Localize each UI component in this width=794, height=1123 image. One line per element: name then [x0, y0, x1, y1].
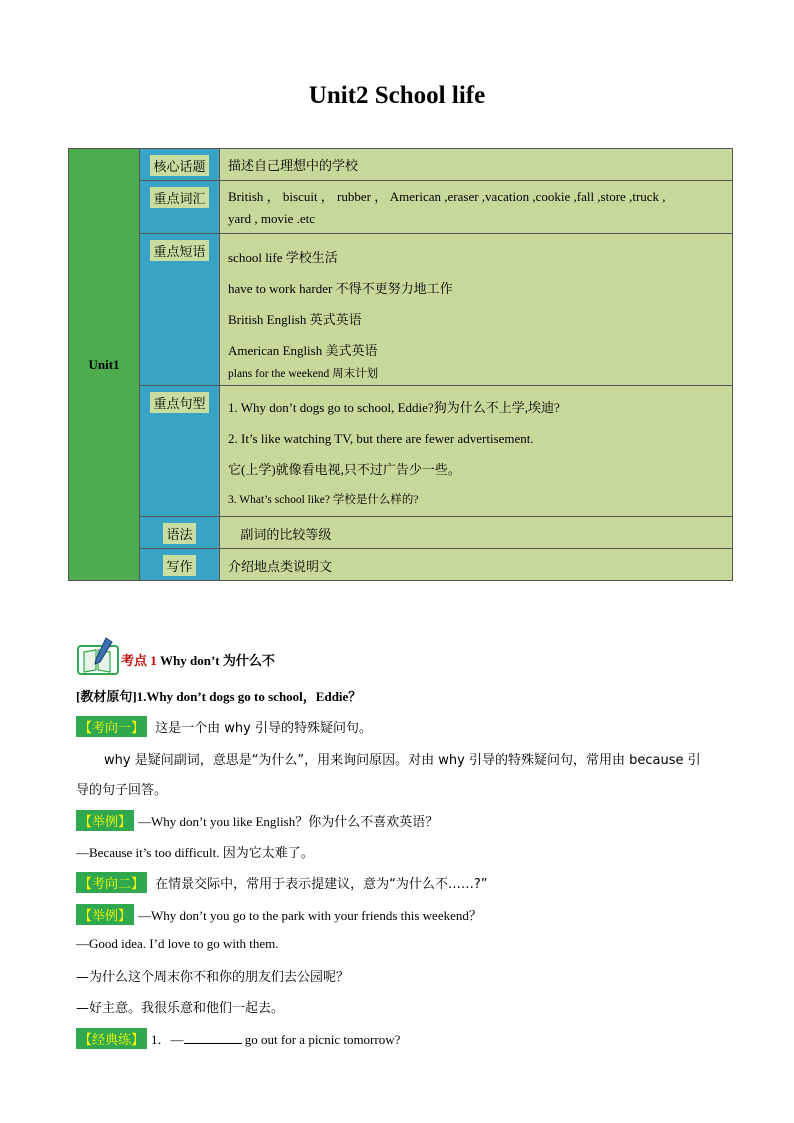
- row-content-topic: 描述自己理想中的学校: [220, 149, 733, 181]
- textbook-sentence: [教材原句]1.Why don’t dogs go to school，Eddie？: [76, 689, 362, 704]
- row-content-sentences: 1. Why don’t dogs go to school, Eddie?狗为什么不上学,埃迪? 2. It’s like watching TV, but there are fewer advertisement. 它(上学)就像看电视,只不过广告少一些。 3. What’s school like? 学校是什么样的?: [220, 386, 733, 517]
- row-content-vocab: British ， biscuit ， rubber ， American ,eraser ,vacation ,cookie ,fall ,store ,truck , yard , movie .etc: [220, 181, 733, 234]
- row-label-sentences: 重点句型: [140, 386, 220, 517]
- row-label-topic: 核心话题: [140, 149, 220, 181]
- example-one-answer: —Because it’s too difficult. 因为它太难了。: [76, 845, 314, 860]
- explanation-line-2: 导的句子回答。: [76, 783, 168, 798]
- direction-one: 【考向一】 这是一个由 why 引导的特殊疑问句。: [76, 716, 372, 737]
- summary-table: [68, 148, 733, 581]
- row-content-phrases: school life 学校生活 have to work harder 不得不更努力地工作 British English 英式英语 American English 美式英语 plans for the weekend 周末计划: [220, 234, 733, 386]
- row-label-writing: 写作: [140, 549, 220, 581]
- example-two-answer: —Good idea. I’d love to go with them.: [76, 936, 279, 951]
- unit-cell: Unit1: [69, 149, 140, 581]
- book-pencil-icon: [76, 636, 120, 676]
- section-heading: 考点 1 Why don’t 为什么不: [121, 653, 275, 668]
- row-label-grammar: 语法: [140, 517, 220, 549]
- page-title: Unit2 School life: [308, 82, 486, 109]
- row-label-phrases: 重点短语: [140, 234, 220, 386]
- example-two-cn-answer: —好主意。我很乐意和他们一起去。: [76, 1001, 285, 1016]
- row-content-grammar: 副词的比较等级: [220, 517, 733, 549]
- direction-two: 【考向二】 在情景交际中，常用于表示提建议，意为“为什么不……?”: [76, 872, 488, 893]
- row-label-vocab: 重点词汇: [140, 181, 220, 234]
- example-two: 【举例】 —Why don’t you go to the park with your friends this weekend？: [76, 904, 482, 925]
- example-one: 【举例】 —Why don’t you like English？你为什么不喜欢英语？: [76, 810, 438, 831]
- answer-blank[interactable]: [184, 1032, 242, 1044]
- explanation-line-1: why 是疑问副词，意思是“为什么”，用来询问原因。对由 why 引导的特殊疑问句，常用由 because 引: [104, 753, 701, 768]
- row-content-writing: 介绍地点类说明文: [220, 549, 733, 581]
- practice-question: 【经典练】 1．— go out for a picnic tomorrow?: [76, 1028, 400, 1049]
- example-two-cn-question: —为什么这个周末你不和你的朋友们去公园呢？: [76, 970, 350, 985]
